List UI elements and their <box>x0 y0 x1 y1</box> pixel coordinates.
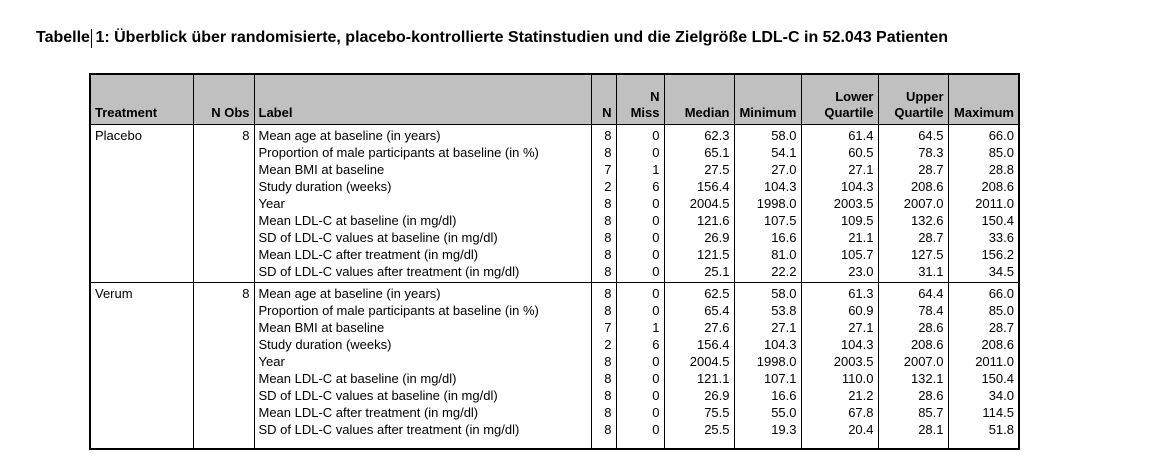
cell-line: SD of LDL-C values after treatment (in mg/dl) <box>258 421 520 437</box>
page-title[interactable] <box>36 27 948 47</box>
cell-line: 22.2 <box>771 263 797 279</box>
cell-line: 34.5 <box>988 263 1014 279</box>
cell-line: 60.9 <box>848 302 874 318</box>
title-text-before-cursor[interactable]: Tabelle <box>36 29 90 46</box>
cell-line: 27.5 <box>704 161 730 177</box>
cell-line: 121.1 <box>696 370 730 386</box>
cell-line: 28.6 <box>918 319 944 335</box>
cell-line: 104.3 <box>763 336 797 352</box>
cell-line: 66.0 <box>988 127 1014 143</box>
label-cell <box>254 124 591 282</box>
cell-line: 78.4 <box>918 302 944 318</box>
cell-line: Mean age at baseline (in years) <box>258 127 441 143</box>
cell-line: 16.6 <box>771 387 797 403</box>
column-header-lower-quartile: Lower Quartile <box>801 74 878 124</box>
cell-line: 104.3 <box>840 178 874 194</box>
cell-line: SD of LDL-C values at baseline (in mg/dl) <box>258 229 498 245</box>
cell-line: 8 <box>604 144 612 160</box>
cell-line: 6 <box>652 336 660 352</box>
cell-line: 62.3 <box>704 127 730 143</box>
cell-line: 58.0 <box>771 285 797 301</box>
cell-line: 64.4 <box>918 285 944 301</box>
cell-line: 107.1 <box>763 370 797 386</box>
cell-line: 0 <box>652 353 660 369</box>
cell-line: Mean LDL-C after treatment (in mg/dl) <box>258 246 479 262</box>
cell-line: Proportion of male participants at baseline (in %) <box>258 302 539 318</box>
label-cell <box>254 282 591 449</box>
cell-line: 2011.0 <box>975 353 1014 369</box>
cell-line: 66.0 <box>988 285 1014 301</box>
cell-line: 64.5 <box>918 127 944 143</box>
n-cell <box>591 124 616 282</box>
cell-line: Year <box>258 195 285 211</box>
cell-line: 65.1 <box>704 144 730 160</box>
cell-line: 0 <box>652 302 660 318</box>
cell-line: 0 <box>652 229 660 245</box>
cell-line: 0 <box>652 127 660 143</box>
cell-line: 0 <box>652 195 660 211</box>
column-header-minimum: Minimum <box>734 74 801 124</box>
cell-line: 27.0 <box>771 161 797 177</box>
cell-line: 0 <box>652 387 660 403</box>
cell-line: 51.8 <box>988 421 1014 437</box>
cell-line: 27.6 <box>704 319 730 335</box>
cell-line: Year <box>258 353 285 369</box>
cell-line: 28.7 <box>918 229 944 245</box>
cell-line: 1998.0 <box>756 353 797 369</box>
cell-line: 27.1 <box>848 319 874 335</box>
cell-line: 8 <box>604 353 612 369</box>
cell-line: 114.5 <box>982 404 1014 420</box>
cell-line: 62.5 <box>704 285 730 301</box>
cell-line: 8 <box>604 370 612 386</box>
cell-line: 156.4 <box>696 178 730 194</box>
cell-line: SD of LDL-C values at baseline (in mg/dl) <box>258 387 498 403</box>
cell-line: 85.0 <box>988 144 1014 160</box>
minimum-cell <box>734 282 801 449</box>
treatment-cell: Placebo <box>90 124 193 282</box>
cell-line: 85.0 <box>988 302 1014 318</box>
cell-line: 121.6 <box>696 212 730 228</box>
maximum-cell <box>948 124 1019 282</box>
cell-line: 60.5 <box>848 144 874 160</box>
cell-line: 61.4 <box>848 127 874 143</box>
cell-line: 127.5 <box>910 246 944 262</box>
cell-line: 2 <box>604 336 612 352</box>
cell-line: 107.5 <box>763 212 797 228</box>
cell-line: 26.9 <box>704 229 730 245</box>
cell-line: 33.6 <box>988 229 1014 245</box>
cell-line: 8 <box>604 387 612 403</box>
cell-line: 54.1 <box>771 144 797 160</box>
cell-line: 132.6 <box>910 212 944 228</box>
cell-line: Mean BMI at baseline <box>258 319 385 335</box>
table-section-verum <box>90 282 1019 449</box>
cell-line: 2007.0 <box>903 195 944 211</box>
cell-line: 110.0 <box>841 370 874 386</box>
table-header-row <box>90 74 1019 124</box>
cell-line: 8 <box>604 302 612 318</box>
cell-line: 28.7 <box>918 161 944 177</box>
cell-line: 2 <box>604 178 612 194</box>
treatment-cell: Verum <box>90 282 193 449</box>
cell-line: Mean LDL-C at baseline (in mg/dl) <box>258 370 457 386</box>
n-cell <box>591 282 616 449</box>
cell-line: Mean LDL-C at baseline (in mg/dl) <box>258 212 457 228</box>
cell-line: 2007.0 <box>903 353 944 369</box>
cell-line: 26.9 <box>704 387 730 403</box>
cell-line: 208.6 <box>910 178 944 194</box>
cell-line: 0 <box>652 421 660 437</box>
column-header-n-miss: N Miss <box>616 74 664 124</box>
upper-quartile-cell <box>878 282 948 449</box>
median-cell <box>664 282 734 449</box>
lower-quartile-cell <box>801 124 878 282</box>
cell-line: 109.5 <box>840 212 874 228</box>
cell-line: 53.8 <box>771 302 797 318</box>
cell-line: 2004.5 <box>689 195 730 211</box>
cell-line: 58.0 <box>771 127 797 143</box>
cell-line: 81.0 <box>771 246 797 262</box>
cell-line: Mean age at baseline (in years) <box>258 285 441 301</box>
cell-line: 7 <box>604 319 612 335</box>
column-header-n: N <box>591 74 616 124</box>
maximum-cell <box>948 282 1019 449</box>
cell-line: 2003.5 <box>833 353 874 369</box>
cell-line: 78.3 <box>918 144 944 160</box>
cell-line: 67.8 <box>848 404 874 420</box>
cell-line: 61.3 <box>848 285 874 301</box>
cell-line: 156.2 <box>981 246 1014 262</box>
cell-line: 105.7 <box>840 246 874 262</box>
cell-line: 2003.5 <box>833 195 874 211</box>
cell-line: 0 <box>652 263 660 279</box>
cell-line: 27.1 <box>771 319 797 335</box>
cell-line: 8 <box>604 421 612 437</box>
cell-line: 8 <box>604 404 612 420</box>
column-header-maximum: Maximum <box>948 74 1019 124</box>
n-obs-cell: 8 <box>193 282 254 449</box>
n-obs-cell: 8 <box>193 124 254 282</box>
cell-line: 28.8 <box>988 161 1014 177</box>
cell-line: 55.0 <box>771 404 797 420</box>
cell-line: 27.1 <box>848 161 874 177</box>
cell-line: 208.6 <box>981 336 1014 352</box>
cell-line: 19.3 <box>771 421 797 437</box>
text-cursor <box>91 29 93 48</box>
cell-line: 8 <box>604 229 612 245</box>
cell-line: Study duration (weeks) <box>258 178 392 194</box>
cell-line: SD of LDL-C values after treatment (in mg/dl) <box>258 263 520 279</box>
upper-quartile-cell <box>878 124 948 282</box>
cell-line: 16.6 <box>771 229 797 245</box>
column-header-median: Median <box>664 74 734 124</box>
cell-line: 0 <box>652 212 660 228</box>
cell-line: 150.4 <box>981 212 1014 228</box>
table-section-placebo <box>90 124 1019 282</box>
cell-line: 21.1 <box>848 229 874 245</box>
cell-line: Mean LDL-C after treatment (in mg/dl) <box>258 404 479 420</box>
lower-quartile-cell <box>801 282 878 449</box>
cell-line: 28.6 <box>918 387 944 403</box>
cell-line: 8 <box>604 246 612 262</box>
cell-line: 0 <box>652 370 660 386</box>
cell-line: 34.0 <box>988 387 1014 403</box>
cell-line: 104.3 <box>763 178 797 194</box>
cell-line: 6 <box>652 178 660 194</box>
cell-line: 8 <box>604 285 612 301</box>
cell-line: 75.5 <box>704 404 730 420</box>
cell-line: 31.1 <box>918 263 944 279</box>
cell-line: 0 <box>652 285 660 301</box>
cell-line: 0 <box>652 246 660 262</box>
statin-studies-table <box>89 73 1020 450</box>
cell-line: 7 <box>604 161 612 177</box>
cell-line: 121.5 <box>696 246 730 262</box>
cell-line: Mean BMI at baseline <box>258 161 385 177</box>
cell-line: 150.4 <box>981 370 1014 386</box>
cell-line: 2004.5 <box>689 353 730 369</box>
cell-line: 156.4 <box>696 336 730 352</box>
cell-line: 1 <box>652 319 660 335</box>
minimum-cell <box>734 124 801 282</box>
column-header-upper-quartile: Upper Quartile <box>878 74 948 124</box>
column-header-n-obs: N Obs <box>193 74 254 124</box>
cell-line: 8 <box>604 195 612 211</box>
cell-line: 28.7 <box>988 319 1014 335</box>
cell-line: Study duration (weeks) <box>258 336 392 352</box>
cell-line: 65.4 <box>704 302 730 318</box>
cell-line: 25.1 <box>704 263 730 279</box>
cell-line: 8 <box>604 263 612 279</box>
cell-line: 8 <box>604 212 612 228</box>
cell-line: 2011.0 <box>975 195 1014 211</box>
n-miss-cell <box>616 282 664 449</box>
cell-line: 208.6 <box>910 336 944 352</box>
cell-line: 85.7 <box>918 404 944 420</box>
cell-line: Proportion of male participants at baseline (in %) <box>258 144 539 160</box>
median-cell <box>664 124 734 282</box>
cell-line: 23.0 <box>848 263 874 279</box>
cell-line: 208.6 <box>981 178 1014 194</box>
cell-line: 21.2 <box>848 387 874 403</box>
cell-line: 132.1 <box>910 370 944 386</box>
cell-line: 0 <box>652 144 660 160</box>
cell-line: 0 <box>652 404 660 420</box>
column-header-label: Label <box>254 74 591 124</box>
cell-line: 1 <box>652 161 660 177</box>
cell-line: 104.3 <box>840 336 874 352</box>
cell-line: 1998.0 <box>756 195 797 211</box>
column-header-treatment: Treatment <box>90 74 193 124</box>
n-miss-cell <box>616 124 664 282</box>
cell-line: 25.5 <box>704 421 730 437</box>
cell-line: 28.1 <box>918 421 944 437</box>
title-text-after-cursor[interactable]: 1: Überblick über randomisierte, placebo-kontrollierte Statinstudien und die Zielgröße LDL-C in 52.043 Patienten <box>95 29 949 46</box>
cell-line: 20.4 <box>848 421 874 437</box>
cell-line: 8 <box>604 127 612 143</box>
